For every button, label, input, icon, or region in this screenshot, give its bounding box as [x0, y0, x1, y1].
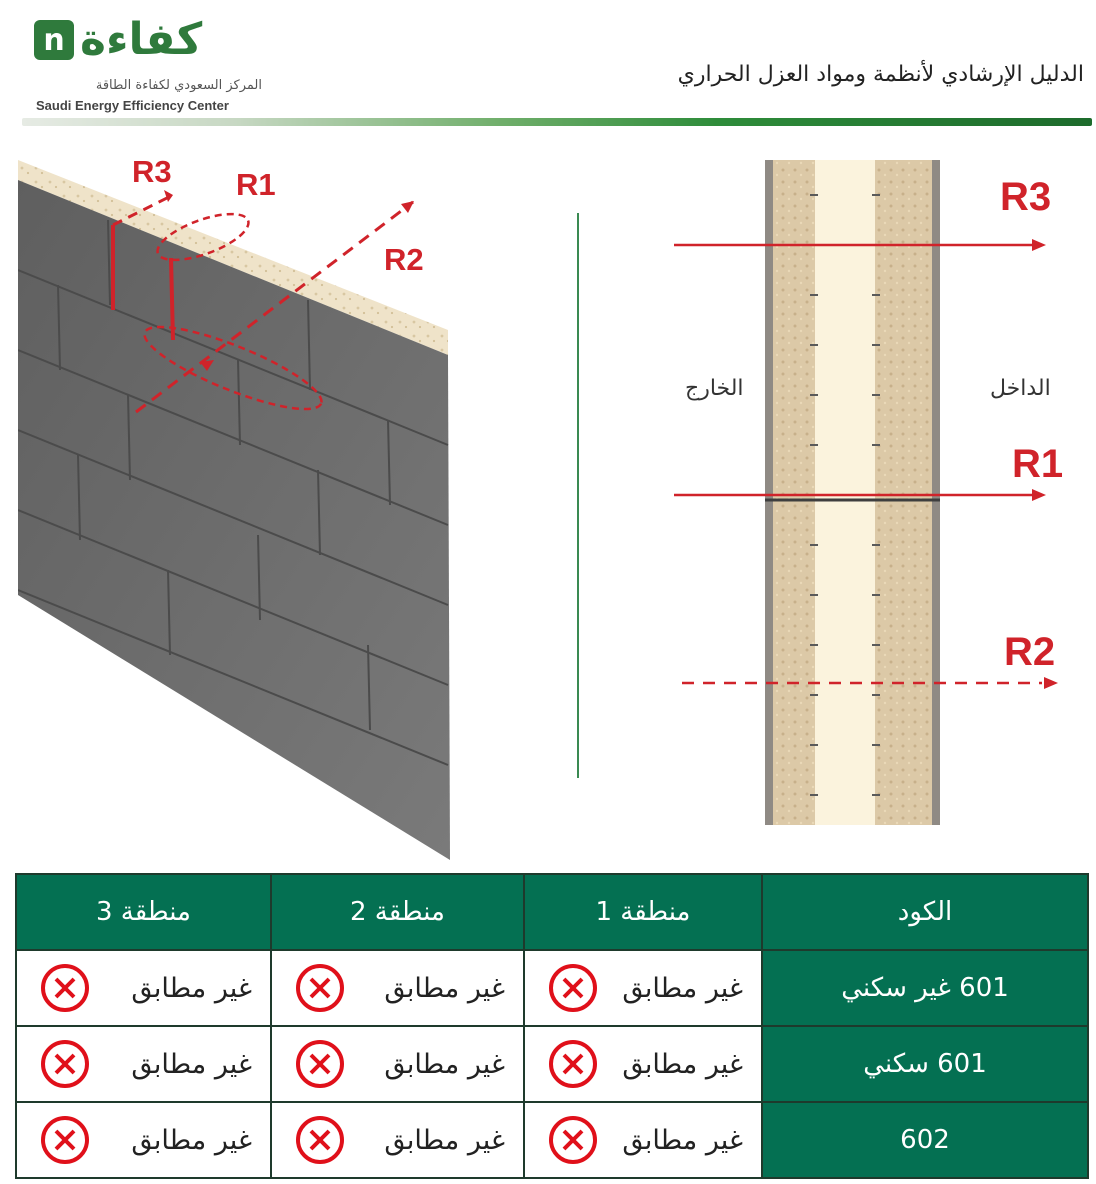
label-r1: R1 [1012, 442, 1064, 486]
zone3-cell [16, 950, 271, 1026]
x-circle-icon [547, 1038, 599, 1090]
label-r2: R2 [1004, 630, 1056, 674]
zone1-cell [524, 1026, 762, 1102]
x-circle-icon [547, 1114, 599, 1166]
compliance-table [15, 873, 1089, 1179]
zone2-cell [271, 1102, 524, 1178]
status-text: غير مطابق [131, 972, 252, 1004]
header-gradient-bar [22, 118, 1092, 126]
status-text: غير مطابق [131, 1048, 252, 1080]
logo-wordmark: كفاءة [80, 14, 203, 65]
x-circle-icon [39, 962, 91, 1014]
code-cell: 602 [762, 1102, 1088, 1178]
header-code: الكود [762, 874, 1088, 950]
inside-label: الداخل [990, 376, 1051, 401]
logo-mark-icon: n [34, 20, 74, 60]
header-zone1: منطقة 1 [524, 874, 762, 950]
x-circle-icon [294, 1038, 346, 1090]
label-r2: R2 [384, 242, 424, 277]
table-header-row [16, 874, 1088, 950]
x-circle-icon [294, 1114, 346, 1166]
zone1-cell [524, 1102, 762, 1178]
status-text: غير مطابق [622, 972, 743, 1004]
status-text: غير مطابق [384, 972, 505, 1004]
label-r1: R1 [236, 167, 276, 202]
x-circle-icon [547, 962, 599, 1014]
header-zone2: منطقة 2 [271, 874, 524, 950]
status-text: غير مطابق [622, 1048, 743, 1080]
figure-divider [577, 213, 579, 778]
status-text: غير مطابق [384, 1124, 505, 1156]
status-text: غير مطابق [622, 1124, 743, 1156]
x-circle-icon [294, 962, 346, 1014]
table-row [16, 950, 1088, 1026]
x-circle-icon [39, 1114, 91, 1166]
insulation-core [815, 160, 875, 825]
code-cell: 601 غير سكني [762, 950, 1088, 1026]
status-text: غير مطابق [131, 1124, 252, 1156]
wall-section-diagram [660, 155, 1080, 835]
wall-isometric-illustration [18, 150, 458, 865]
wall-face [18, 180, 450, 860]
logo [22, 10, 262, 120]
zone2-cell [271, 1026, 524, 1102]
logo-org-english: Saudi Energy Efficiency Center [36, 98, 229, 113]
zone3-cell [16, 1026, 271, 1102]
zone2-cell [271, 950, 524, 1026]
code-cell: 601 سكني [762, 1026, 1088, 1102]
inner-block-layer [875, 160, 940, 825]
table-row [16, 1026, 1088, 1102]
zone3-cell [16, 1102, 271, 1178]
label-r3: R3 [1000, 175, 1052, 219]
logo-org-arabic: المركز السعودي لكفاءة الطاقة [95, 78, 262, 93]
table-row [16, 1102, 1088, 1178]
label-r3: R3 [132, 154, 172, 189]
document-title: الدليل الإرشادي لأنظمة ومواد العزل الحراري [677, 62, 1084, 87]
header-zone3: منطقة 3 [16, 874, 271, 950]
zone1-cell [524, 950, 762, 1026]
x-circle-icon [39, 1038, 91, 1090]
outside-label: الخارج [685, 376, 744, 401]
status-text: غير مطابق [384, 1048, 505, 1080]
